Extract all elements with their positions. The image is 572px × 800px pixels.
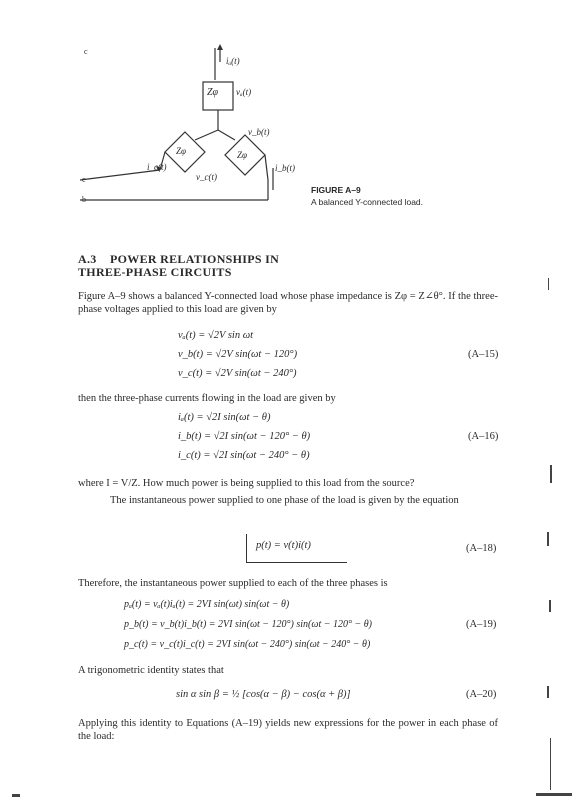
paragraph-5: Therefore, the instantaneous power supplied to each of the three phases is	[78, 578, 388, 589]
equation-pc: p_c(t) = v_c(t)i_c(t) = 2VI sin(ωt − 240°) sin(ωt − 240° − θ)	[124, 639, 371, 650]
margin-mark	[547, 532, 549, 546]
label-ib: i_b(t)	[275, 163, 295, 173]
label-zphi-top: Zφ	[207, 87, 219, 98]
paragraph-7: Applying this identity to Equations (A–19) yields new expressions for the power in each phase of the load:	[78, 718, 498, 742]
equation-number-a19: (A–19)	[466, 619, 497, 630]
label-ia: iₐ(t)	[226, 56, 240, 66]
section-title-line2: THREE-PHASE CIRCUITS	[78, 265, 232, 279]
label-ic: i_c(t)	[147, 162, 167, 172]
label-zphi-left: Zφ	[176, 146, 186, 156]
label-vc: v_c(t)	[196, 172, 217, 182]
margin-mark	[547, 686, 549, 698]
figure-caption-text: A balanced Y-connected load.	[311, 197, 424, 207]
label-va: vₐ(t)	[236, 87, 252, 97]
equation-number-a15: (A–15)	[468, 349, 499, 360]
equation-vb: v_b(t) = √2V sin(ωt − 120°)	[178, 349, 298, 360]
label-zphi-right: Zφ	[237, 150, 247, 160]
section-title-line1: POWER RELATIONSHIPS IN	[110, 252, 280, 266]
figure-caption-title: FIGURE A–9	[311, 185, 361, 195]
paragraph-3: where I = V/Z. How much power is being supplied to this load from the source?	[78, 478, 415, 489]
corner-mark: c	[84, 47, 88, 56]
margin-mark	[550, 465, 552, 483]
margin-mark	[550, 738, 551, 790]
equation-pa: pₐ(t) = vₐ(t)iₐ(t) = 2VI sin(ωt) sin(ωt − θ)	[124, 599, 290, 610]
paragraph-6: A trigonometric identity states that	[78, 665, 224, 676]
margin-mark	[548, 278, 549, 290]
paragraph-1: Figure A–9 shows a balanced Y-connected load whose phase impedance is Zφ = Z∠θ°. If the three-phase voltages applied to this load are given by	[78, 291, 498, 315]
equation-boxed: p(t) = v(t)i(t)	[256, 540, 311, 551]
section-number: A.3	[78, 252, 97, 266]
equation-number-a18: (A–18)	[466, 543, 497, 554]
equation-ib: i_b(t) = √2I sin(ωt − 120° − θ)	[178, 431, 311, 442]
margin-mark	[549, 600, 551, 612]
bottom-edge-mark	[12, 794, 20, 797]
equation-number-a16: (A–16)	[468, 431, 499, 442]
paragraph-4: The instantaneous power supplied to one phase of the load is given by the equation	[110, 495, 459, 506]
bottom-edge-bar	[536, 793, 572, 796]
equation-ia: iₐ(t) = √2I sin(ωt − θ)	[178, 412, 271, 423]
equation-pb: p_b(t) = v_b(t)i_b(t) = 2VI sin(ωt − 120°) sin(ωt − 120° − θ)	[124, 619, 372, 630]
paragraph-2: then the three-phase currents flowing in the load are given by	[78, 393, 336, 404]
label-line-b: b	[82, 195, 86, 204]
equation-va: vₐ(t) = √2V sin ωt	[178, 330, 254, 341]
equation-vc: v_c(t) = √2V sin(ωt − 240°)	[178, 368, 297, 379]
label-vb: v_b(t)	[248, 127, 270, 137]
equation-trig-identity: sin α sin β = ½ [cos(α − β) − cos(α + β)]	[176, 689, 351, 700]
equation-number-a20: (A–20)	[466, 689, 497, 700]
equation-ic: i_c(t) = √2I sin(ωt − 240° − θ)	[178, 450, 310, 461]
label-line-c: c	[82, 175, 86, 184]
